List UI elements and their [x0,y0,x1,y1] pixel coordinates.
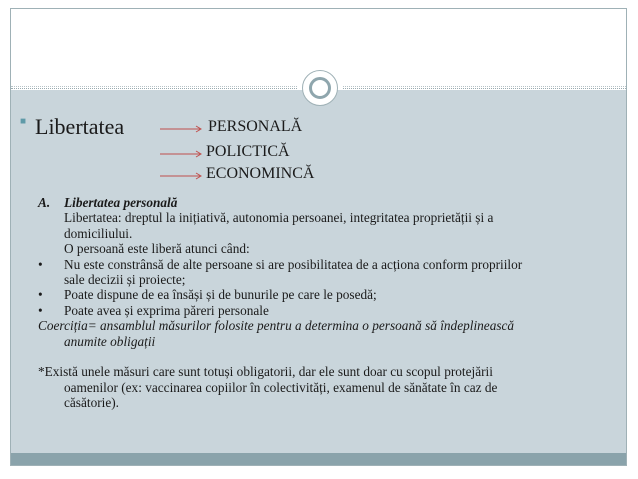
bullet-text-continuation: sale decizii și proiecte; [64,271,186,287]
slide-heading: Libertatea [35,114,125,139]
note-line [38,395,613,410]
type-political: POLICTICĂ [206,143,290,160]
list-item [38,257,613,272]
note-text-3: căsătorie). [64,395,119,411]
section-body [38,195,613,410]
coercion-line [38,318,613,333]
bullet-dot-icon: • [38,256,43,272]
type-economic: ECONOMINCĂ [206,165,315,182]
free-when-text: O persoană este liberă atunci când: [64,241,250,257]
arrow-right-icon [160,124,204,134]
type-personal: PERSONALĂ [208,118,303,135]
coercion-text-2: anumite obligații [64,333,156,349]
note-text-2: oamenilor (ex: vaccinarea copiilor în colectivități, examenul de sănătate în caz de [64,379,498,395]
note-line [38,364,613,379]
bullet-text: Poate dispune de ea însăși și de bunurile pe care le posedă; [64,287,377,303]
divider-left [11,88,297,89]
bottom-accent-bar [11,453,626,465]
bullet-text: Nu este constrânsă de alte persoane si are posibilitatea de a acționa conform propriilor [64,256,523,272]
divider-right-upper [343,86,626,87]
free-when-line [38,241,613,256]
list-item [38,303,613,318]
definition-line [38,210,613,225]
section-heading: Libertatea personală [64,195,178,210]
ring-ornament-icon [302,70,338,106]
arrow-right-icon [160,149,204,159]
definition-line [38,226,613,241]
definition-text-1: Libertatea: dreptul la inițiativă, autonomia persoanei, integritatea proprietății și a [64,210,494,226]
arrow-right-icon [160,171,204,181]
list-item [38,287,613,302]
section-marker: A. [38,195,51,210]
coercion-line [38,334,613,349]
list-item-continuation [38,272,613,287]
bullet-dot-icon: • [38,287,43,303]
note-text-1: *Există unele măsuri care sunt totuși obligatorii, dar ele sunt doar cu scopul protejării [38,364,493,380]
bullet-dot-icon: • [38,302,43,318]
note-line [38,380,613,395]
square-bullet-icon: ■ [20,116,27,127]
definition-text-2: domiciliului. [64,225,133,241]
ring-ornament-inner [309,77,331,99]
coercion-text-1: Coerciția= ansamblul măsurilor folosite pentru a determina o persoană să îndeplinească [38,318,515,334]
divider-left-upper [11,86,297,87]
bullet-text: Poate avea și exprima păreri personale [64,302,269,318]
section-heading-line [38,195,613,210]
divider-right [343,88,626,89]
blank-line [38,349,613,364]
